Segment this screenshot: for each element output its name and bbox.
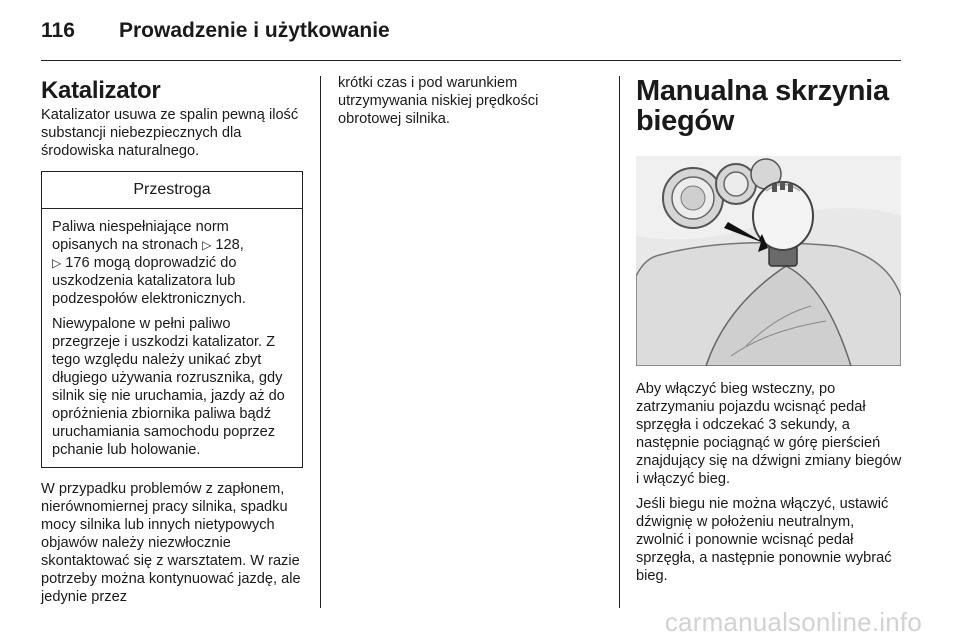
warning-text-b: , — [239, 237, 244, 253]
warning-paragraph-1 — [52, 218, 296, 308]
gear-lever-illustration — [636, 156, 901, 366]
catalyst-body: W przypadku problemów z zapłonem, nierównomiernej pracy silnika, spadku mocy silnika lub innych nietypowych objawów należy niezwłocznie skontaktować się z warsztatem. W razie potrzeby można kontynuować jazdę, ale jedynie przez — [41, 481, 301, 605]
column-divider-1 — [320, 76, 321, 608]
page-header — [41, 16, 390, 46]
arrow-ref-icon: ▷ — [52, 256, 62, 270]
watermark-text: carmanualsonline.info — [664, 607, 922, 637]
gearbox-paragraph-1: Aby włączyć bieg wsteczny, po zatrzymaniu pojazdu wcisnąć pedał sprzęgła i odczekać 3 sekundy, a następnie pociągnąć w górę pierścień znajdujący się na dźwigni zmiany biegów i włączyć bieg. — [636, 381, 902, 487]
warning-text-a: Paliwa niespełniające norm opisanych na stronach — [52, 219, 229, 253]
section-heading-manual-gearbox: Manualna skrzynia biegów — [636, 75, 889, 137]
gearbox-paragraph-2: Jeśli biegu nie można włączyć, ustawić dźwignię w położeniu neutralnym, zwolnić i ponownie wcisnąć pedał sprzęgła, a następnie ponownie wybrać bieg. — [636, 496, 892, 584]
page-title: Prowadzenie i użytkowanie — [119, 19, 390, 42]
catalyst-body-continued: krótki czas i pod warunkiem utrzymywania niskiej prędkości obrotowej silnika. — [338, 75, 539, 127]
column-left — [41, 74, 303, 613]
page-ref-link-1[interactable]: 128 — [215, 237, 240, 253]
section-heading-catalyst: Katalizator — [41, 77, 161, 104]
column-divider-2 — [619, 76, 620, 608]
header-rule — [41, 60, 901, 61]
warning-box — [41, 171, 303, 468]
warning-title: Przestroga — [42, 172, 302, 209]
gear-lever-drawing — [636, 156, 901, 366]
column-middle — [338, 74, 600, 135]
catalyst-intro: Katalizator usuwa ze spalin pewną ilość substancji niebezpiecznych dla środowiska naturalnego. — [41, 107, 299, 159]
warning-paragraph-2: Niewypalone w pełni paliwo przegrzeje i uszkodzi katalizator. Z tego względu należy unikać zbyt długiego używania rozrusznika, gdy silnik się nie uruchamia, jazdy aż do opróżnienia zbiornika paliwa bądź uruchamiania samochodu poprzez pchanie lub holowanie. — [52, 316, 285, 458]
arrow-ref-icon: ▷ — [202, 238, 212, 252]
page-number: 116 — [41, 19, 75, 42]
column-right — [636, 74, 902, 592]
page-ref-link-2[interactable]: 176 — [65, 255, 90, 271]
warning-body — [42, 209, 302, 467]
warning-text-c: mogą doprowadzić do uszkodzenia katalizatora lub podzespołów elektronicznych. — [52, 255, 246, 307]
